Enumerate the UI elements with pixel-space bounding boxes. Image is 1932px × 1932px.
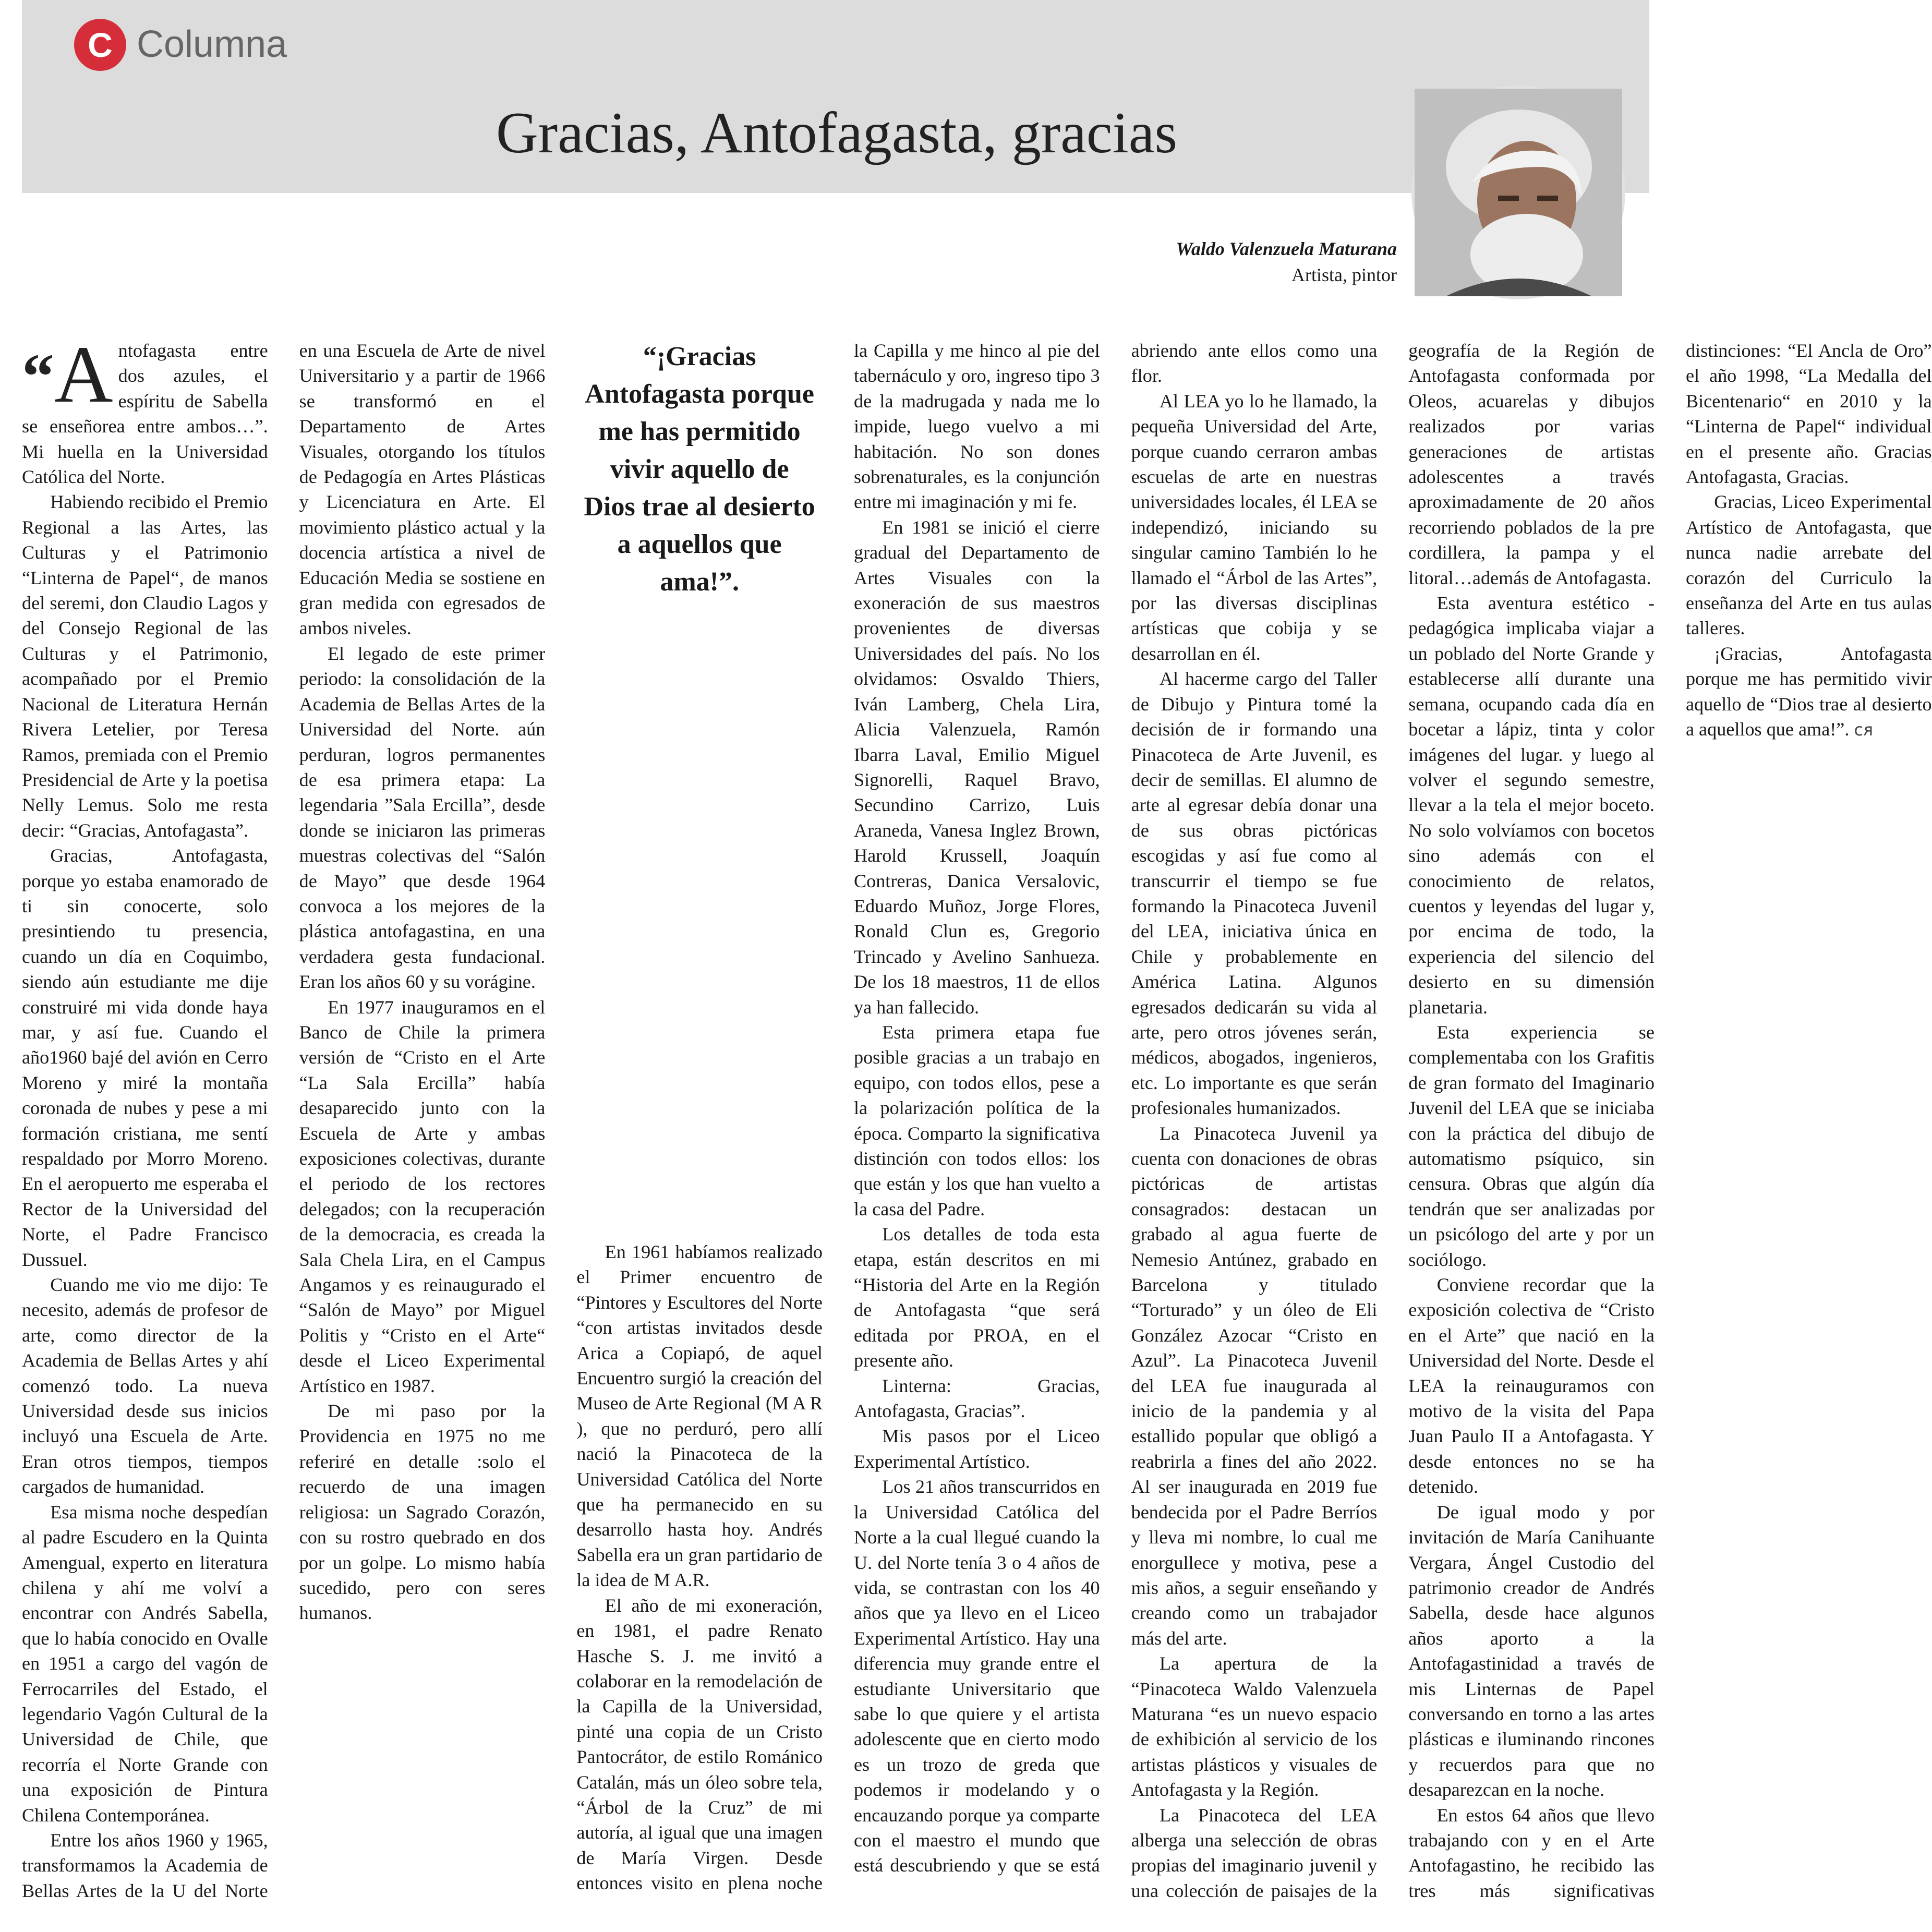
paragraph: El año de mi exoneración, en 1981, el padre Renato Hasche S. J. me invitó a colaborar en la remodelación de la Capilla de la Universidad, pinté una copia de un Cristo Pantocrátor, de estilo Románico Catalán, más un óleo sobre tela, “Árbol de la Cruz” de mi autoría, al igual que una imagen de María Virgen. Desde entonces visito en plena noche la Capilla y me hinco al pie del tabernáculo y oro, ingreso tipo 3 de la madrugada y nada me lo impide, luego vuelvo a mi habitación. No son dones sobrenaturales, es la conjunción entre mi imaginación y mi fe. bbox=[576, 340, 1100, 1894]
paragraph: Habiendo recibido el Premio Regional a las Artes, las Culturas y el Patrimonio “Linterna de Papel“, de manos del seremi, don Claudio Lagos y del Consejo Regional de las Culturas y el Patrimonio, acompañado por el Premio Nacional de Literatura Hernán Rivera Letelier, por Teresa Ramos, premiada con el Premio Presidencial de Arte y la poetisa Nelly Lemus. Solo me resta decir: “Gracias, Antofagasta”. bbox=[22, 491, 268, 841]
paragraph-text: ntofagasta entre dos azules, el espíritu de Sabella se enseñorea entre ambos…”. Mi huella en la Universidad Católica del Norte. bbox=[22, 340, 268, 488]
paragraph: Cuando me vio me dijo: Te necesito, además de profesor de arte, como director de la Academia de Bellas Artes y ahí comenzó todo. La nueva Universidad desde sus inicios incluyó una Escuela de Arte. Eran otros tiempos, tiempos cargados de humanidad. bbox=[22, 1274, 268, 1498]
paragraph: Los 21 años transcurridos en la Universidad Católica del Norte a la cual llegué cuando la U. del Norte tenía 3 o 4 años de vida, se contrastan con los 40 años que ya llevo en el Liceo Experimental Artístico. Hay una diferencia muy grande entre el estudiante Universitario que sabe lo que quiere y el artista adolescente que en cierto modo es un trozo de greda que podemos ir modelando y o encauzando porque ya comparte con el maestro el mundo que está descubriendo y que se está abriendo ante ellos como una flor. bbox=[853, 340, 1378, 1876]
paragraph: Mis pasos por el Liceo Experimental Artístico. bbox=[853, 1426, 1100, 1472]
opening-quote-mark: “ bbox=[22, 341, 54, 412]
paragraph: De igual modo y por invitación de María Canihuante Vergara, Ángel Custodio del patrimonio creador de Andrés Sabella, desde hace algunos años aporto a la Antofagastinidad a través de mis Linternas de Papel conversando en torno a las artes plásticas e iluminando rincones y recuerdos para que no desaparezcan en la noche. bbox=[1408, 1501, 1655, 1801]
paragraph: Esta experiencia se complementaba con los Grafitis de gran formato del Imaginario Juvenil del LEA que se iniciaba con la práctica del dibujo de automatismo psíquico, sin censura. Obras que algún día tendrán que ser analizadas por un psicólogo del arte y por un sociólogo. bbox=[1408, 1021, 1655, 1270]
paragraph: La Pinacoteca Juvenil ya cuenta con donaciones de obras pictóricas de artistas consagrados: destacan un grabado al agua fuerte de Nemesio Antúnez, grabado en Barcelona y titulado “Torturado” y un óleo de Eli González Azocar “Cristo en Azul”. La Pinacoteca Juvenil del LEA fue inaugurada al inicio de la pandemia y al estallido popular que obligó a reabrirla a fines del año 2022. Al ser inaugurada en 2019 fue bendecida por el Padre Berríos y lleva mi nombre, lo cual me enorgullece y motiva, pese a mis años, a seguir enseñando y creando como un trabajador más del arte. bbox=[1131, 1122, 1378, 1649]
section-badge: C bbox=[74, 19, 126, 71]
paragraph: Conviene recordar que la exposición colectiva de “Cristo en el Arte” que nació en la Universidad del Norte. Desde el LEA la reinauguramos con motivo de la visita del Papa Juan Paulo II a Antofagasta. Y desde entonces no se ha detenido. bbox=[1408, 1274, 1655, 1498]
paragraph: Linterna: Gracias, Antofagasta, Gracias”. bbox=[853, 1375, 1100, 1422]
paragraph: Esa misma noche despedían al padre Escudero en la Quinta Amengual, experto en literatura chilena y ahí me volví a encontrar con Andrés Sabella, que lo había conocido en Ovalle en 1951 a cargo del vagón de Ferrocarriles del Estado, el legendario Vagón Cultural de la Universidad de Chile, que recorría el Norte Grande con una exposición de Pintura Chilena Contemporánea. bbox=[22, 1501, 268, 1826]
author-byline bbox=[1176, 236, 1397, 288]
paragraph: En 1977 inauguramos en el Banco de Chile la primera versión de “Cristo en el Arte “La Sala Ercilla” había desaparecido junto con la Escuela de Arte y ambas exposiciones colectivas, durante el periodo de los rectores delegados; con la recuperación de la democracia, es creada la Sala Chela Lira, en el Campus Angamos y es reinaugurado el “Salón de Mayo” por Miguel Politis y “Cristo en el Arte“ desde el Liceo Experimental Artístico en 1987. bbox=[299, 996, 546, 1396]
paragraph: Al hacerme cargo del Taller de Dibujo y Pintura tomé la decisión de ir formando una Pinacoteca de Arte Juvenil, es decir de semillas. El alumno de arte al egresar debía donar una de sus obras pictóricas escogidas y así fue como al transcurrir el tiempo se fue formando la Pinacoteca Juvenil del LEA, iniciativa única en Chile y probablemente en América Latina. Algunos egresados dedicarán su vida al arte, pero otros jóvenes serán, médicos, abogados, ingenieros, etc. Lo importante es que serán profesionales humanizados. bbox=[1131, 668, 1378, 1119]
paragraph: La apertura de la “Pinacoteca Waldo Valenzuela Maturana “es un nuevo espacio de exhibición al servicio de los artistas plásticos y visuales de Antofagasta y la Región. bbox=[1131, 1653, 1378, 1801]
paragraph: Esta aventura estético - pedagógica implicaba viajar a un poblado del Norte Grande y establecerse allí durante una semana, ocupando cada día en bocetar a lápiz, tinta y color imágenes del lugar. y luego al volver el segundo semestre, llevar a la tela el mejor boceto. No solo volvíamos con bocetos sino además con el conocimiento de relatos, cuentos y leyendas del lugar y, por encima de todo, la experiencia del silencio del desierto en su dimensión planetaria. bbox=[1408, 593, 1655, 1018]
end-mark-icon: ᴄᴙ bbox=[1854, 720, 1874, 740]
paragraph: Gracias, Antofagasta, porque yo estaba enamorado de ti sin conocerte, solo presintiendo tu presencia, cuando un día en Coquimbo, siendo aún estudiante me dije construiré mi vida donde haya mar, y así fue. Cuando el año1960 bajé del avión en Cerro Moreno y miré la montaña coronada de nubes y pese a mi formación cristiana, me sentí respaldado por Morro Moreno. En el aeropuerto me esperaba el Rector de la Universidad del Norte, el Padre Francisco Dussuel. bbox=[22, 845, 268, 1270]
headline: Gracias, Antofagasta, gracias bbox=[496, 101, 1178, 165]
article-body bbox=[22, 329, 1932, 1918]
pull-quote: “¡Gracias Antofagasta porque me has permitido vivir aquello de Dios trae al desierto a aquellos que ama!”. bbox=[584, 342, 815, 597]
paragraph: Gracias, Liceo Experimental Artístico de Antofagasta, que nunca nadie arrebate del corazón del Curriculo la enseñanza del Arte en tus aulas talleres. bbox=[1685, 491, 1932, 639]
paragraph: En 1981 se inició el cierre gradual del Departamento de Artes Visuales con la exoneración de sus maestros provenientes de diversas Universidades del país. No los olvidamos: Osvaldo Thiers, Iván Lamberg, Chela Lira, Alicia Valenzuela, Ramón Ibarra Laval, Emilio Miguel Signorelli, Raquel Bravo, Secundino Carrizo, Luis Araneda, Vanesa Inglez Brown, Harold Krussell, Joaquín Contreras, Danica Versalovic, Eduardo Muñoz, Jorge Flores, Ronald Clun es, Gregorio Trincado y Avelino Sanhueza. De los 18 maestros, 11 de ellos ya han fallecido. bbox=[853, 516, 1100, 1018]
paragraph: La Pinacoteca del LEA alberga una selección de obras propias del imaginario juvenil y una colección de paisajes de la geografía de la Región de Antofagasta conformada por Oleos, acuarelas y dibujos realizados por varias generaciones de artistas adolescentes a través aproximadamente de 20 años recorriendo poblados de la pre cordillera, la pampa y el litoral…además de Antofagasta. bbox=[1131, 340, 1655, 1901]
author-role: Artista, pintor bbox=[1291, 264, 1397, 285]
paragraph: El legado de este primer periodo: la consolidación de la Academia de Bellas Artes de la Universidad del Norte. aún perduran, logros permanentes de esa primera etapa: La legendaria ”Sala Ercilla”, desde donde se iniciaron las primeras muestras colectivas del “Salón de Mayo” que desde 1964 convoca a los mejores de la plástica antofagastina, en una verdadera gesta fundacional. Eran los años 60 y su vorágine. bbox=[299, 643, 546, 993]
paragraph: En 1961 habíamos realizado el Primer encuentro de “Pintores y Escultores del Norte “con artistas invitados desde Arica a Copiapó, de aquel Encuentro surgió la creación del Museo de Arte Regional (M A R ), que no perduró, pero allí nació la Pinacoteca de la Universidad Católica del Norte que ha permanecido en su desarrollo hasta hoy. Andrés Sabella era un gran partidario de la idea de M A.R. bbox=[576, 1241, 823, 1591]
paragraph: Los detalles de toda esta etapa, están descritos en mi “Historia del Arte en la Región de Antofagasta “que será editada por PROA, en el presente año. bbox=[853, 1224, 1100, 1371]
paragraph: Entre los años 1960 y 1965, transformamos la Academia de Bellas Artes de la U del Norte en una Escuela de Arte de nivel Universitario y a partir de 1966 se transformó en el Departamento de Artes Visuales, otorgando los títulos de Pedagogía en Artes Plásticas y Licenciatura en Arte. El movimiento plástico actual y la docencia artística a nivel de Educación Media se sostiene en gran medida con egresados de ambos niveles. bbox=[22, 340, 546, 1901]
paragraph bbox=[1686, 641, 1932, 743]
author-portrait-icon bbox=[1415, 89, 1622, 296]
paragraph-text: ¡Gracias, Antofagasta porque me has permitido vivir aquello de “Dios trae al desierto a aquellos que ama!”. bbox=[1685, 643, 1932, 740]
paragraph: En estos 64 años que llevo trabajando con y en el Arte Antofagastino, he recibido las tres más significativas distinciones: “El Ancla de Oro” el año 1998, “La Medalla del Bicentenario“ en 2010 y la “Linterna de Papel“ individual en el presente año. Gracias Antofagasta, Gracias. bbox=[1408, 340, 1932, 1901]
paragraph bbox=[22, 329, 268, 489]
drop-cap: A bbox=[54, 329, 113, 419]
paragraph: Al LEA yo lo he llamado, la pequeña Universidad del Arte, porque cuando cerraron ambas escuelas de arte en nuestras universidades locales, él LEA se independizó, iniciando su singular camino También lo he llamado el “Árbol de las Artes”, por las diversas disciplinas artísticas que cobija y se desarrollan en él. bbox=[1131, 390, 1378, 664]
paragraph: De mi paso por la Providencia en 1975 no me referiré en detalle :solo el recuerdo de una imagen religiosa: un Sagrado Corazón, con su rostro quebrado en dos por un golpe. Lo mismo había sucedido, pero con seres humanos. bbox=[299, 1400, 546, 1624]
section-label: Columna bbox=[137, 23, 287, 65]
paragraph: Esta primera etapa fue posible gracias a un trabajo en equipo, con todos ellos, pese a la polarización política de la época. Comparto la significativa distinción con todos ellos: los que están y los que han vuelto a la casa del Padre. bbox=[853, 1021, 1100, 1219]
author-name: Waldo Valenzuela Maturana bbox=[1176, 238, 1397, 259]
